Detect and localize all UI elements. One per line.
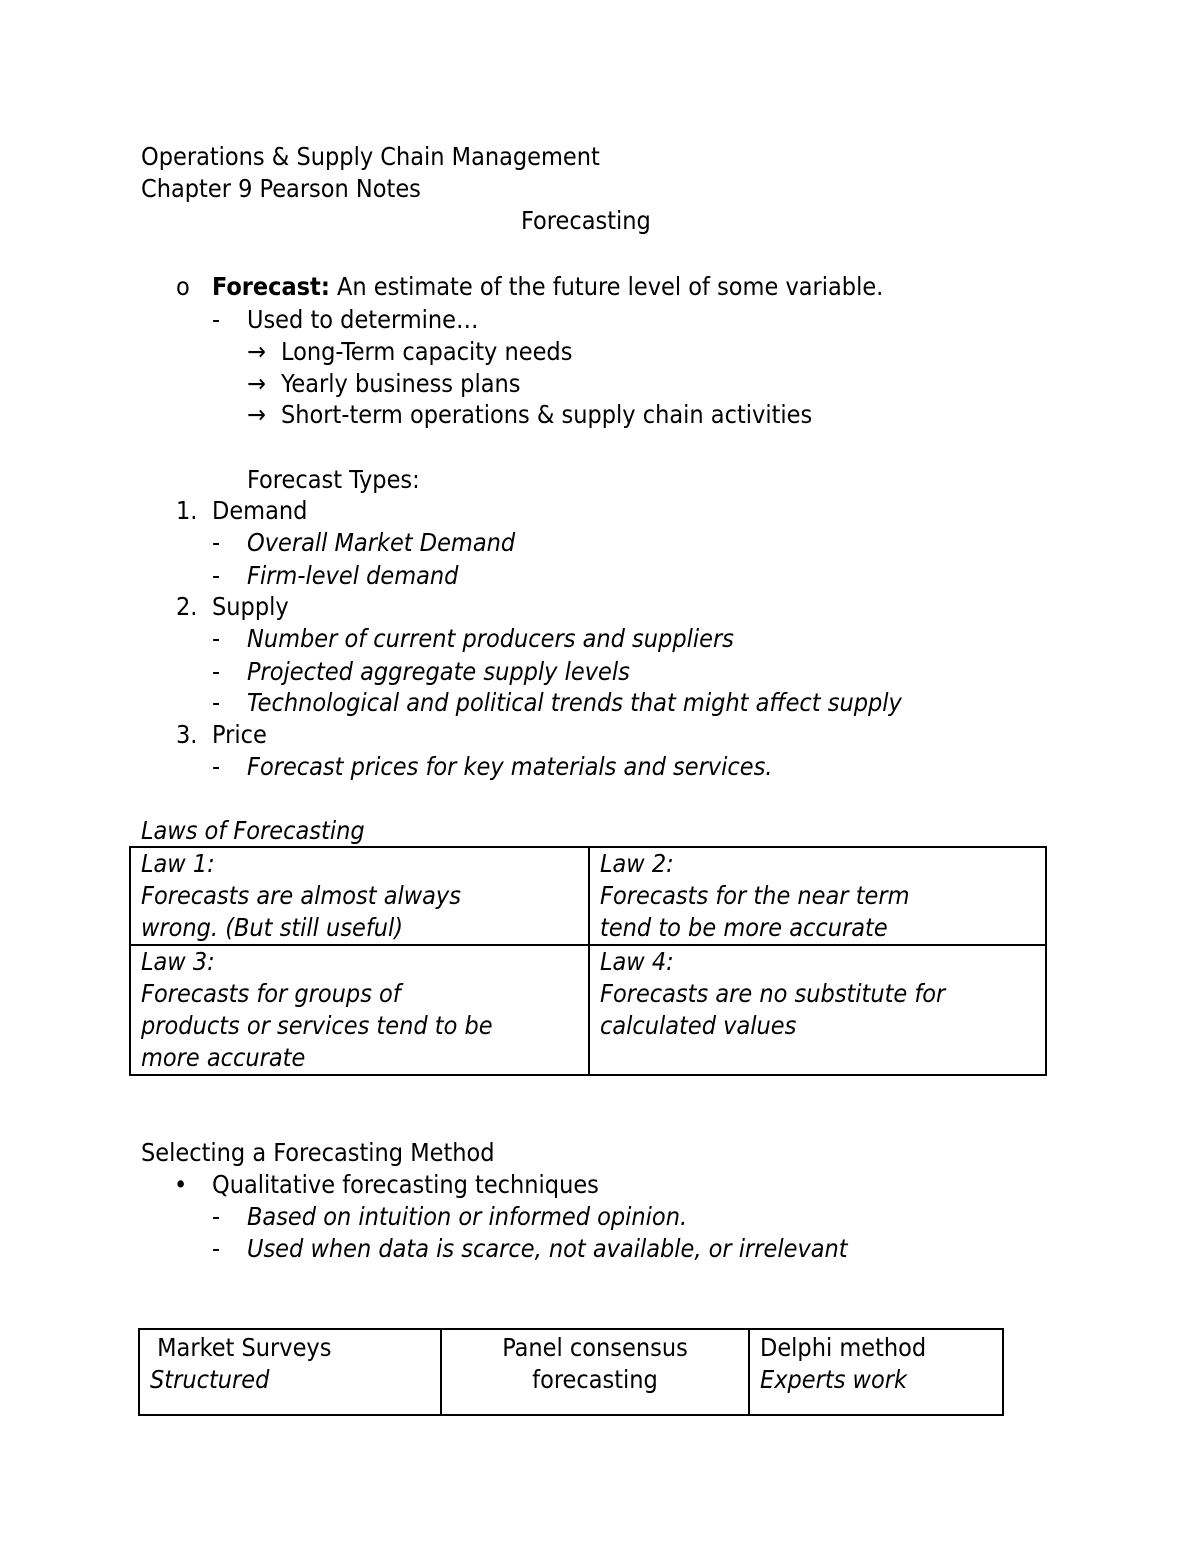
use-item [247, 368, 520, 400]
type-sub: Firm-level demand [247, 561, 459, 590]
dash-marker: - [212, 657, 221, 686]
type-label: Supply [212, 592, 289, 621]
forecast-types-heading: Forecast Types: [247, 465, 420, 494]
dash-marker: - [212, 561, 221, 590]
law-label: Law 3: [141, 947, 215, 976]
law-text: calculated values [600, 1011, 797, 1040]
use-item-text: Long-Term capacity needs [281, 337, 573, 366]
law-text: more accurate [141, 1043, 306, 1072]
method-cell [139, 1329, 441, 1415]
type-sub: Number of current producers and suppliers [247, 624, 734, 653]
law-text: products or services tend to be [141, 1011, 493, 1040]
arrow-right-icon: → [247, 400, 266, 429]
law-label: Law 4: [600, 947, 674, 976]
method-sub: forecasting [532, 1365, 658, 1394]
table-row [139, 1329, 1003, 1415]
type-sub: Technological and political trends that might affect supply [247, 688, 902, 717]
forecast-definition-text: An estimate of the future level of some variable. [329, 272, 884, 301]
dash-marker: - [212, 528, 221, 557]
forecast-term: Forecast: [212, 272, 330, 301]
type-sub: Overall Market Demand [247, 528, 516, 557]
method-title: Panel consensus [502, 1333, 688, 1362]
use-item-text: Yearly business plans [281, 369, 521, 398]
law-cell [130, 847, 589, 945]
dash-marker: - [212, 752, 221, 781]
type-label: Price [212, 720, 267, 749]
list-number: 2. [176, 592, 198, 621]
method-cell [441, 1329, 749, 1415]
law-label: Law 2: [600, 849, 674, 878]
qualitative-sub: Based on intuition or informed opinion. [247, 1202, 688, 1231]
table-row [130, 847, 1046, 945]
law-text: Forecasts are no substitute for [600, 979, 946, 1008]
dash-marker: - [212, 688, 221, 717]
page-title: Forecasting [521, 206, 651, 235]
qualitative-item: Qualitative forecasting techniques [212, 1170, 599, 1199]
chapter-title: Chapter 9 Pearson Notes [141, 174, 421, 203]
law-label: Law 1: [141, 849, 215, 878]
method-cell [749, 1329, 1003, 1415]
arrow-right-icon: → [247, 337, 266, 366]
law-text: Forecasts are almost always [141, 881, 461, 910]
law-cell [589, 847, 1046, 945]
laws-heading: Laws of Forecasting [141, 816, 365, 845]
use-item [247, 399, 812, 431]
forecast-definition [212, 271, 883, 303]
dash-marker: - [212, 624, 221, 653]
laws-table [129, 846, 1047, 1076]
type-sub: Projected aggregate supply levels [247, 657, 630, 686]
course-title: Operations & Supply Chain Management [141, 142, 600, 171]
list-number: 1. [176, 496, 198, 525]
used-for-label: Used to determine… [247, 305, 479, 334]
law-text: tend to be more accurate [600, 913, 888, 942]
list-number: 3. [176, 720, 198, 749]
circle-bullet: o [176, 272, 190, 301]
dash-marker: - [212, 305, 221, 334]
qualitative-sub: Used when data is scarce, not available, or irrelevant [247, 1234, 848, 1263]
dash-marker: - [212, 1234, 221, 1263]
table-row [130, 945, 1046, 1075]
law-text: wrong. (But still useful) [141, 913, 404, 942]
dash-marker: - [212, 1202, 221, 1231]
type-sub: Forecast prices for key materials and services. [247, 752, 773, 781]
law-text: Forecasts for groups of [141, 979, 401, 1008]
law-cell [130, 945, 589, 1075]
method-title: Market Surveys [150, 1333, 332, 1362]
method-sub: Experts work [760, 1365, 907, 1394]
use-item-text: Short-term operations & supply chain activities [281, 400, 813, 429]
type-label: Demand [212, 496, 308, 525]
method-title: Delphi method [760, 1333, 927, 1362]
arrow-right-icon: → [247, 369, 266, 398]
law-cell [589, 945, 1046, 1075]
method-sub: Structured [150, 1365, 270, 1394]
methods-table [138, 1328, 1004, 1416]
law-text: Forecasts for the near term [600, 881, 910, 910]
use-item [247, 336, 572, 368]
selecting-heading: Selecting a Forecasting Method [141, 1138, 495, 1167]
bullet-dot: • [174, 1170, 188, 1199]
